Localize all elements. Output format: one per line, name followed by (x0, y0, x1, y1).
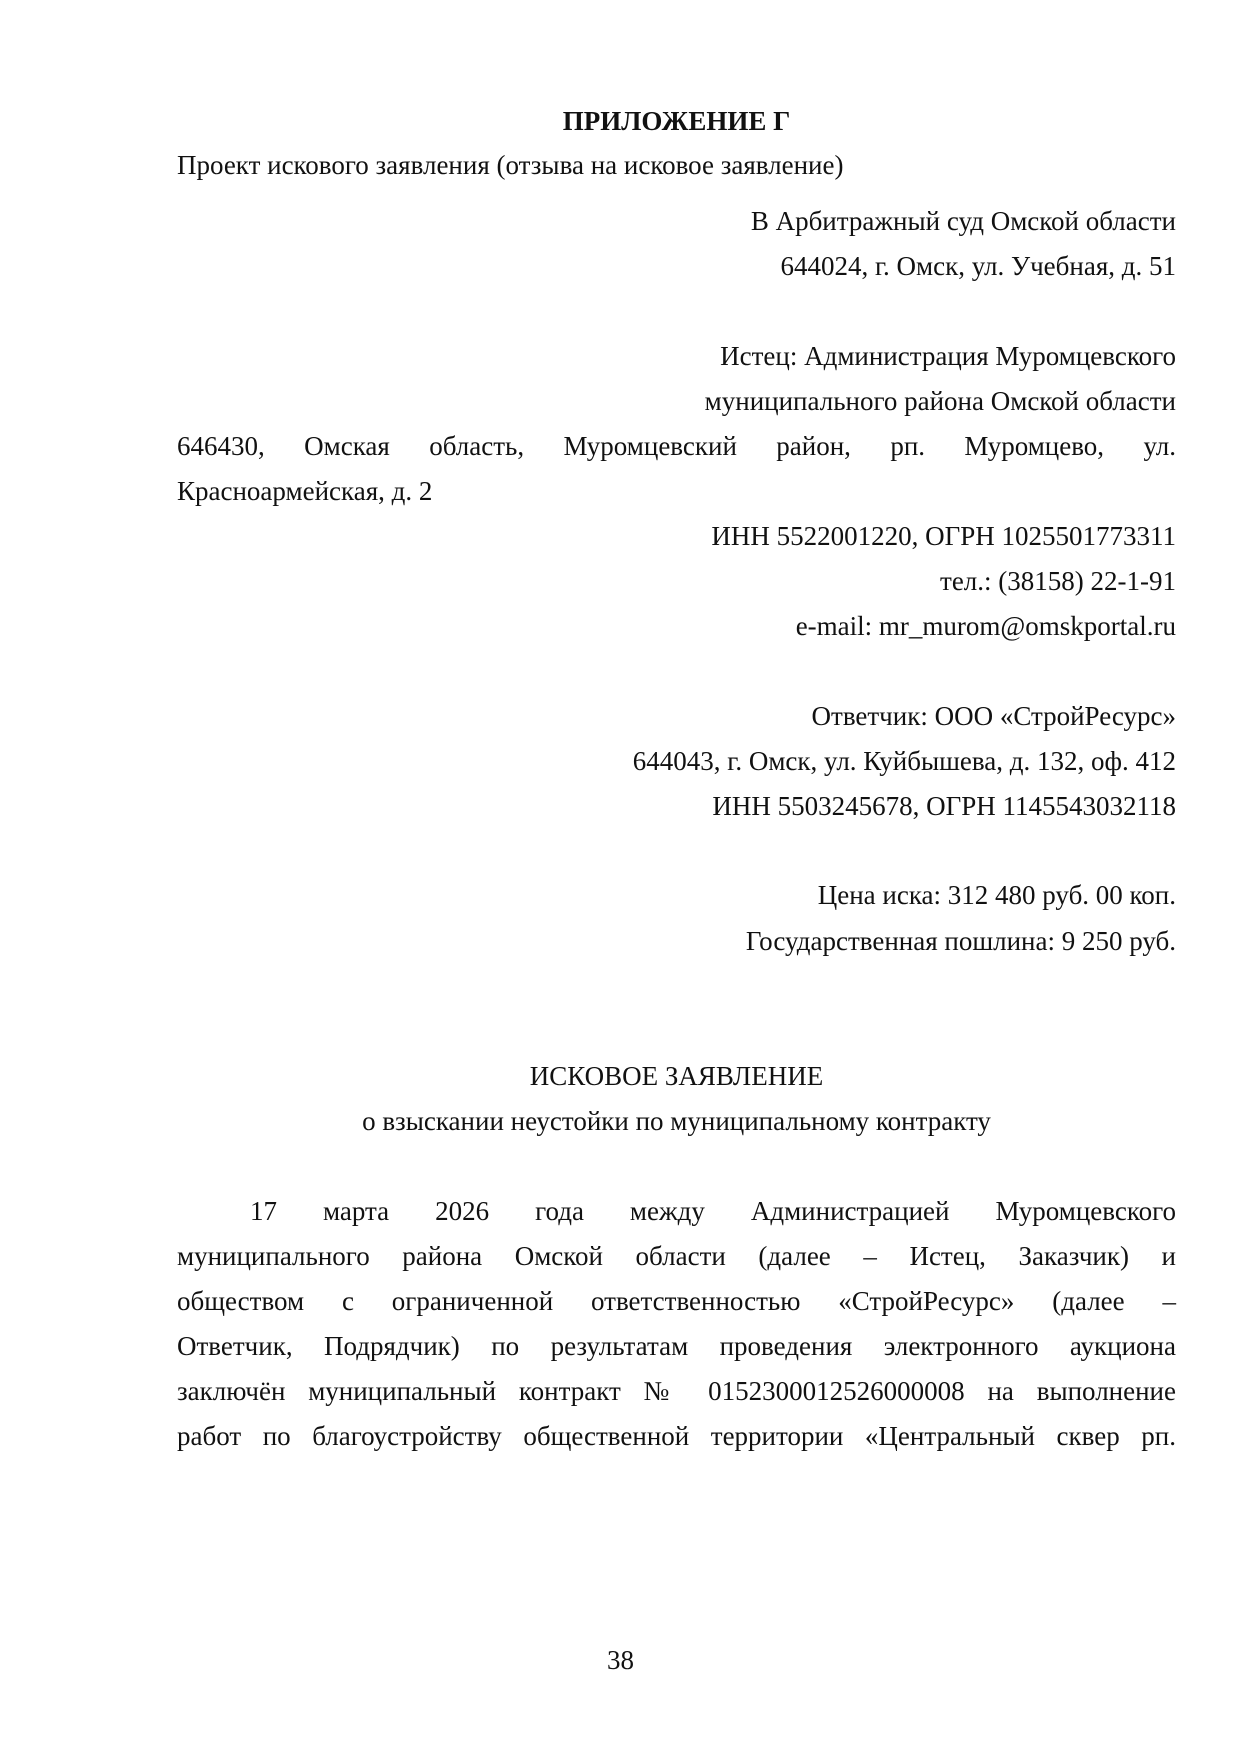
court-address: 644024, г. Омск, ул. Учебная, д. 51 (780, 251, 1176, 281)
document-subtitle: о взыскании неустойки по муниципальному контракту (362, 1106, 991, 1136)
plaintiff-address-line-2: Красноармейская, д. 2 (177, 476, 433, 506)
document-page (177, 0, 1176, 1754)
state-duty: Государственная пошлина: 9 250 руб. (745, 926, 1176, 956)
body-line-5: заключён муниципальный контракт № 0152300012526000008 на выполнение (177, 1376, 1176, 1406)
document-title: ИСКОВОЕ ЗАЯВЛЕНИЕ (529, 1061, 824, 1091)
plaintiff-line-2: муниципального района Омской области (704, 386, 1176, 416)
claim-price: Цена иска: 312 480 руб. 00 коп. (817, 880, 1176, 910)
plaintiff-email: e-mail: mr_murom@omskportal.ru (795, 611, 1176, 641)
defendant-address: 644043, г. Омск, ул. Куйбышева, д. 132, оф. 412 (632, 746, 1176, 776)
body-line-4: Ответчик, Подрядчик) по результатам проведения электронного аукциона (177, 1331, 1176, 1361)
body-line-6: работ по благоустройству общественной территории «Центральный сквер рп. (177, 1421, 1176, 1451)
court-name: В Арбитражный суд Омской области (750, 206, 1176, 236)
appendix-title: ПРИЛОЖЕНИЕ Г (562, 106, 791, 136)
body-line-3: обществом с ограниченной ответственностью «СтройРесурс» (далее – (177, 1286, 1176, 1316)
page-number: 38 (607, 1645, 634, 1675)
plaintiff-line-1: Истец: Администрация Муромцевского (720, 341, 1176, 371)
appendix-subtitle: Проект искового заявления (отзыва на исковое заявление) (177, 150, 844, 180)
plaintiff-phone: тел.: (38158) 22-1-91 (940, 566, 1176, 596)
plaintiff-ids: ИНН 5522001220, ОГРН 1025501773311 (711, 521, 1176, 551)
defendant-line-1: Ответчик: ООО «СтройРесурс» (811, 701, 1176, 731)
body-line-2: муниципального района Омской области (далее – Истец, Заказчик) и (177, 1241, 1176, 1271)
defendant-ids: ИНН 5503245678, ОГРН 1145543032118 (712, 791, 1176, 821)
body-line-1: 17 марта 2026 года между Администрацией Муромцевского (250, 1196, 1176, 1226)
plaintiff-address-line-1: 646430, Омская область, Муромцевский район, рп. Муромцево, ул. (177, 431, 1176, 461)
